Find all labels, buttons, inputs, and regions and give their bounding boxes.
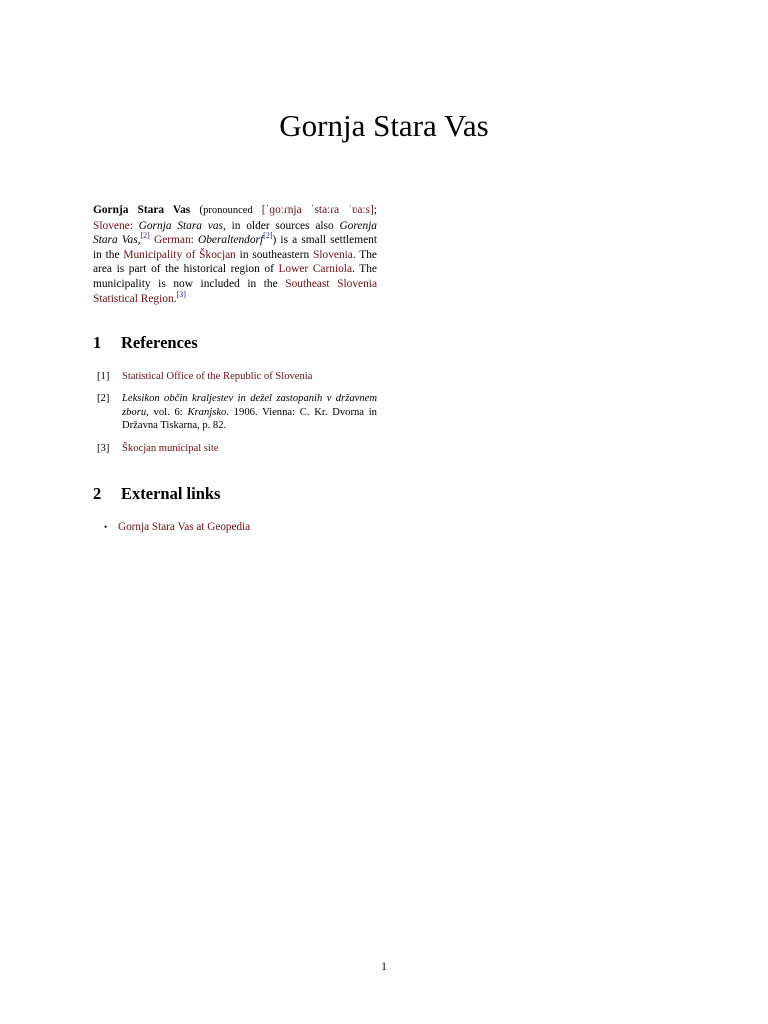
municipality-link[interactable]: Municipality of Škocjan <box>123 248 236 261</box>
section-number: 1 <box>93 333 102 352</box>
german-name: Oberaltendorf <box>197 234 264 247</box>
slovenia-link[interactable]: Slovenia <box>313 248 353 261</box>
german-link[interactable]: German <box>153 234 191 247</box>
bullet-icon: • <box>104 522 108 532</box>
section-title: References <box>121 333 198 352</box>
paren-open: ( <box>190 204 204 216</box>
citation-2-link[interactable]: [2] <box>140 231 150 241</box>
pronounced-label: pronounced <box>203 205 253 216</box>
reference-item <box>93 392 377 433</box>
section-number: 2 <box>93 484 102 503</box>
lead-paragraph <box>93 203 377 306</box>
page-number: 1 <box>381 961 387 973</box>
geopedia-link[interactable]: Gornja Stara Vas at Geopedia <box>118 521 251 533</box>
reference-title: Leksikon občin kraljestev in dežel zastopanih v državnem zboru <box>122 393 377 418</box>
colon: : <box>190 234 198 247</box>
period: . <box>173 292 177 305</box>
external-links-heading <box>93 484 220 504</box>
older-name: Gorenja Stara Vas <box>93 219 377 247</box>
reference-number: [3] <box>97 442 110 454</box>
reference-item <box>93 370 377 384</box>
colon: : <box>129 219 139 232</box>
reference-item <box>93 442 377 456</box>
lower-carniola-link[interactable]: Lower Carniola <box>278 263 353 276</box>
ipa-link[interactable]: [ˈɡoːɾnja ˈstaːɾa ˈʋaːs] <box>261 204 374 216</box>
page-title: Gornja Stara Vas <box>279 108 489 143</box>
statistical-region-link[interactable]: Southeast Slovenia Statistical Region <box>93 277 377 305</box>
article-subject: Gornja Stara Vas <box>93 204 191 216</box>
municipality-text: . The municipality is now included in the <box>93 263 377 290</box>
references-list <box>93 370 377 464</box>
settlement-text: ) is a small settlement in the <box>93 234 377 261</box>
older-sources-text: , in older sources also <box>222 219 340 232</box>
slovene-name: Gornja Stara vas <box>138 219 223 232</box>
citation-2-link[interactable]: [2] <box>263 231 273 241</box>
reference-link[interactable]: Škocjan municipal site <box>122 442 219 454</box>
slovene-link[interactable]: Slovene <box>93 219 130 232</box>
section-title: External links <box>121 484 221 503</box>
reference-link[interactable]: Statistical Office of the Republic of Slovenia <box>122 371 313 382</box>
reference-volume: Kranjsko <box>187 406 227 418</box>
reference-number: [1] <box>97 371 110 382</box>
comma: , <box>137 234 141 247</box>
southeastern-text: in southeastern <box>235 248 313 261</box>
reference-text: . 1906. Vienna: C. Kr. Dvorna in Državna Tiskarna, p. 82. <box>122 406 377 432</box>
references-heading <box>93 333 198 353</box>
region-text: . The area is part of the historical region of <box>93 248 377 276</box>
reference-number: [2] <box>97 393 110 405</box>
reference-text: , vol. 6: <box>146 406 188 418</box>
external-links-list <box>104 520 384 534</box>
separator: ; <box>373 204 377 216</box>
list-item <box>104 520 384 534</box>
citation-3-link[interactable]: [3] <box>176 289 186 299</box>
